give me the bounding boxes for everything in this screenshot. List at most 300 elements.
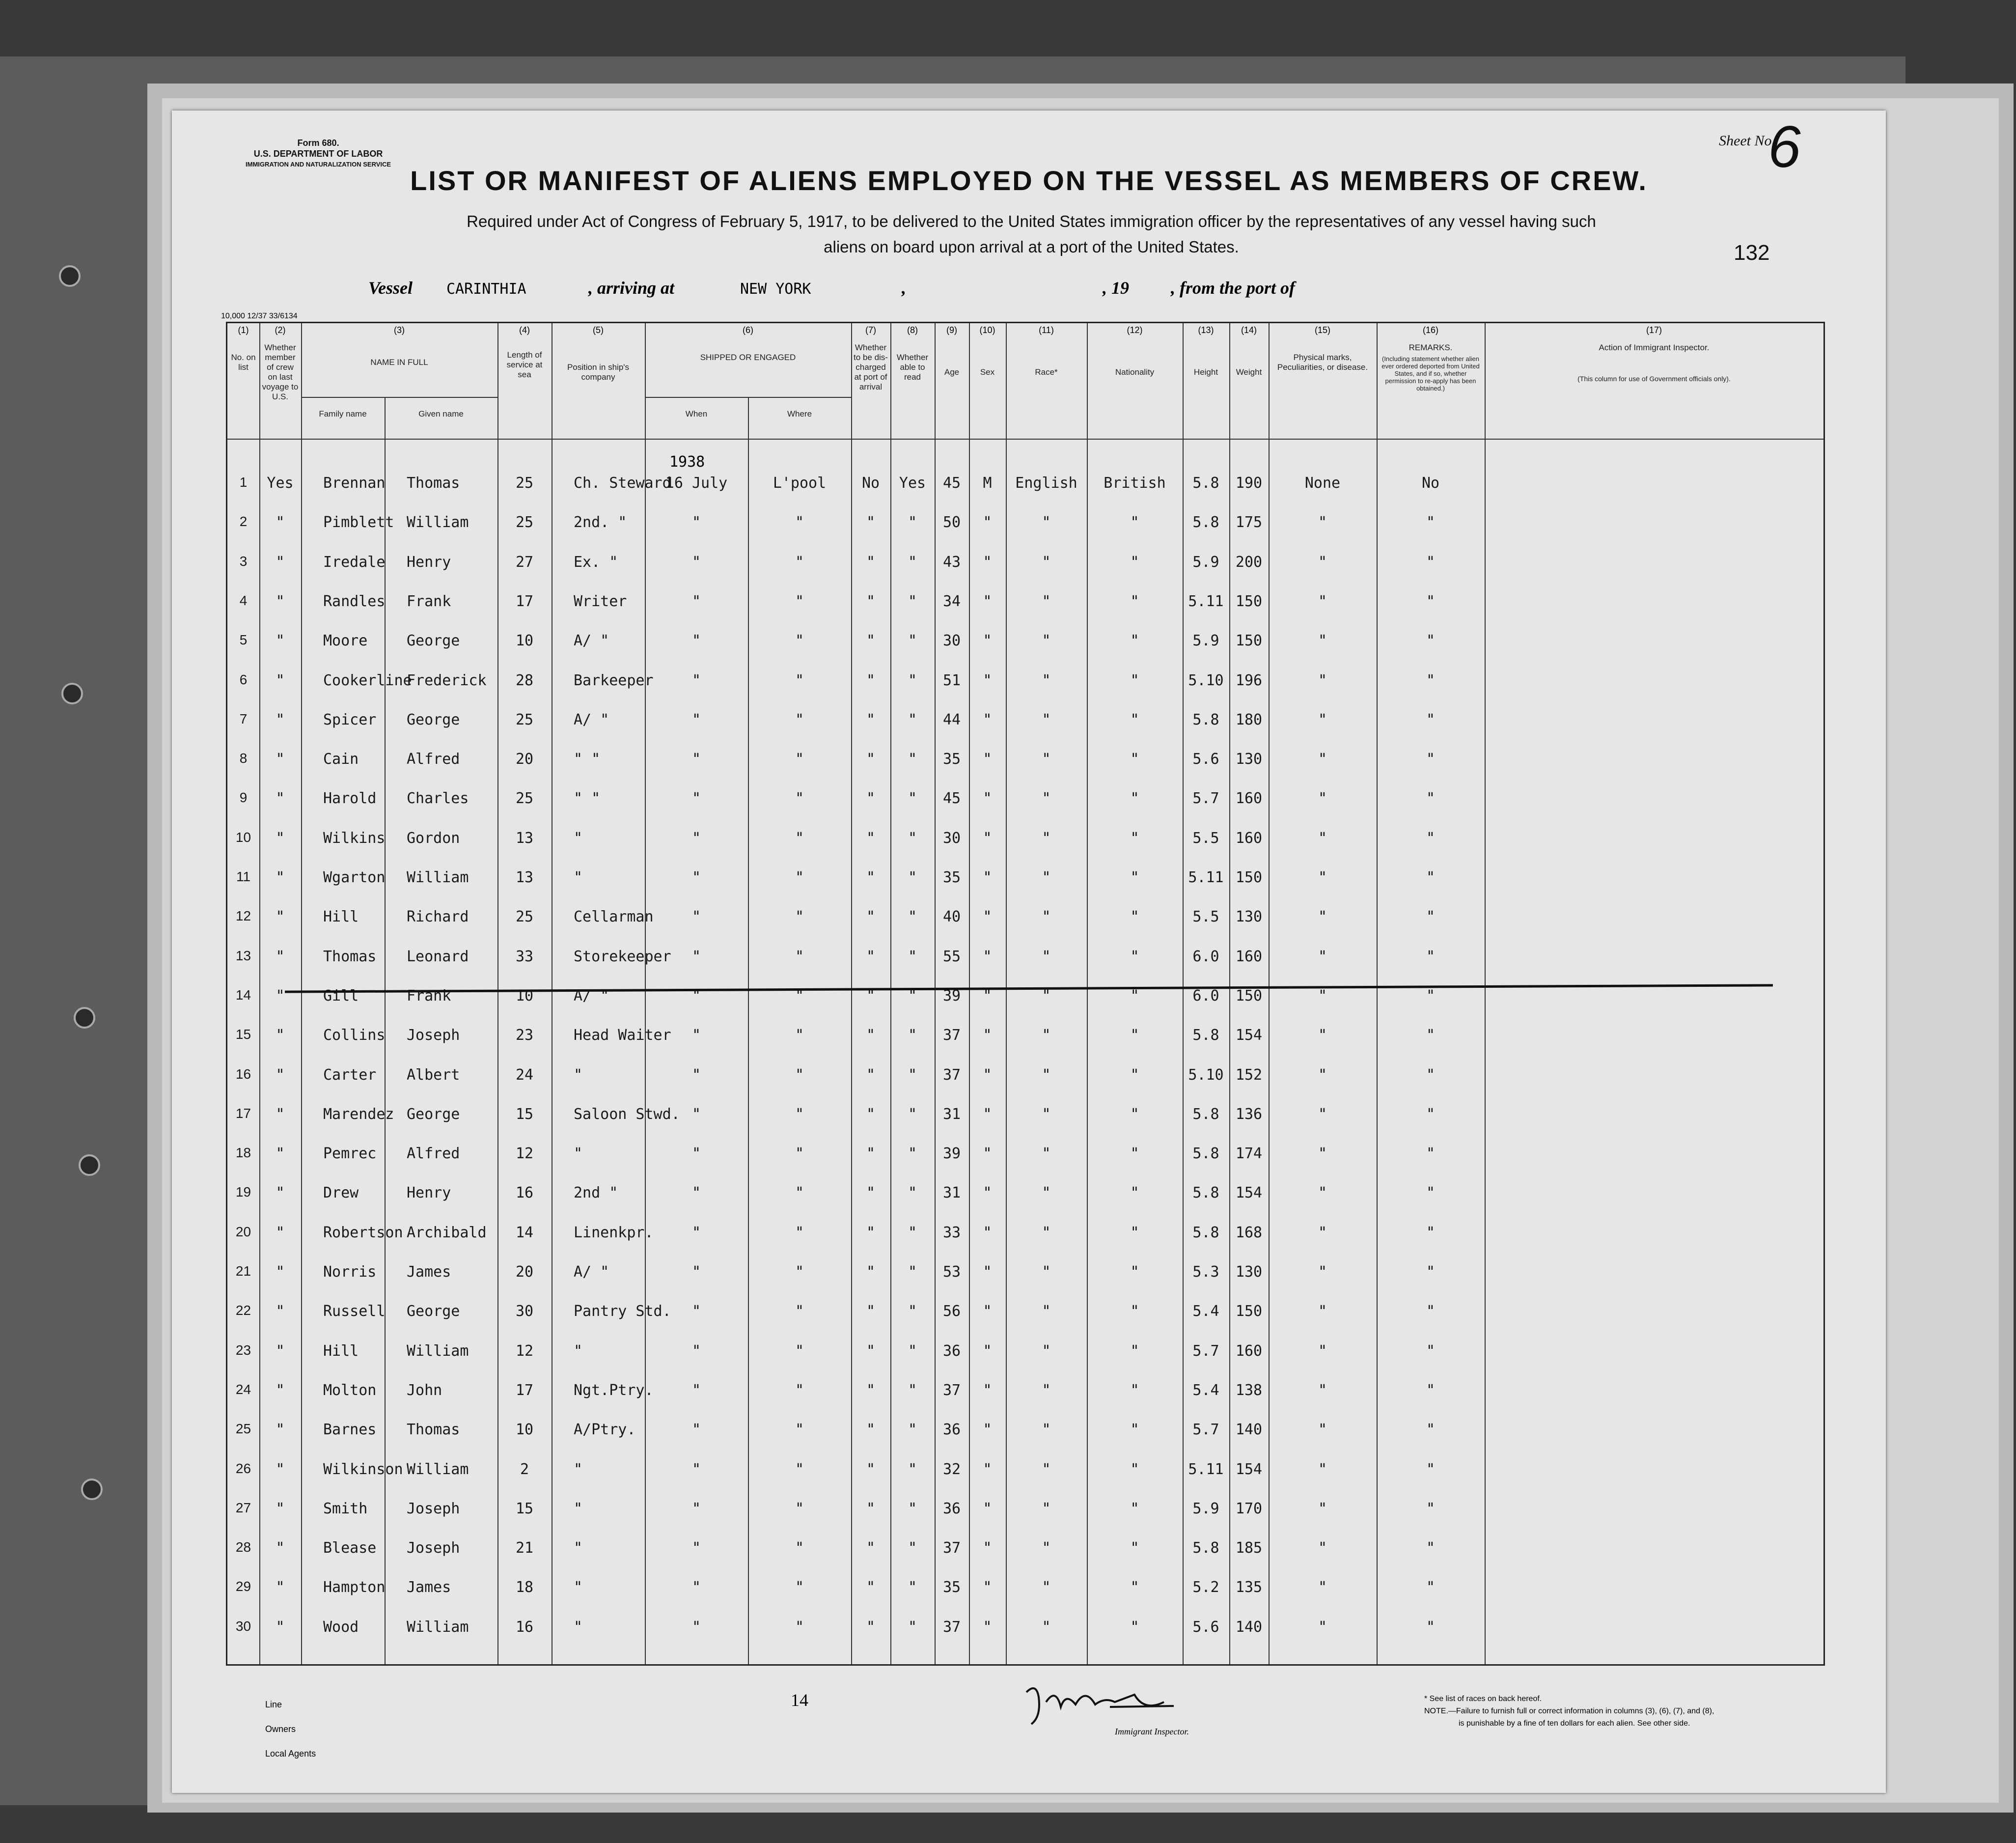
cell-race: " bbox=[1042, 1500, 1051, 1517]
subheader-divider bbox=[301, 397, 497, 398]
cell-given: William bbox=[407, 1618, 469, 1636]
cell-dis: " bbox=[866, 987, 876, 1005]
cell-when: " bbox=[691, 553, 701, 571]
cell-given: Thomas bbox=[407, 475, 460, 492]
cell-marks: " bbox=[1318, 514, 1327, 531]
cell-race: " bbox=[1042, 514, 1051, 531]
cell-race: " bbox=[1042, 869, 1051, 886]
cell-sex: " bbox=[983, 1342, 992, 1360]
cell-svc: 30 bbox=[515, 1303, 534, 1320]
cell-where: " bbox=[795, 908, 804, 926]
cell-race: " bbox=[1042, 1066, 1051, 1084]
cell-nat: " bbox=[1130, 987, 1139, 1005]
cell-n: 13 bbox=[235, 948, 251, 963]
cell-n: 14 bbox=[235, 987, 251, 1003]
cell-wt: 140 bbox=[1235, 1618, 1263, 1636]
cell-svc: 16 bbox=[515, 1184, 534, 1202]
cell-where: " bbox=[795, 632, 804, 650]
cell-race: " bbox=[1042, 1421, 1051, 1439]
cell-wt: 130 bbox=[1235, 1263, 1263, 1281]
cell-prev: " bbox=[276, 711, 285, 728]
cell-where: " bbox=[795, 1381, 804, 1399]
cell-marks: " bbox=[1318, 908, 1327, 926]
cell-when: " bbox=[691, 514, 701, 531]
cell-given: William bbox=[407, 869, 469, 886]
column-number: (3) bbox=[394, 325, 405, 335]
cell-wt: 168 bbox=[1235, 1224, 1263, 1241]
cell-pos: A/ " bbox=[574, 987, 609, 1005]
cell-given: Alfred bbox=[407, 751, 460, 768]
cell-nat: " bbox=[1130, 1027, 1139, 1044]
cell-where: " bbox=[795, 1027, 804, 1044]
cell-n: 19 bbox=[235, 1184, 251, 1200]
cell-given: Frank bbox=[407, 987, 451, 1005]
cell-where: " bbox=[795, 1105, 804, 1123]
cell-read: " bbox=[908, 829, 917, 847]
cell-svc: 16 bbox=[515, 1618, 534, 1636]
table-row bbox=[227, 1102, 1823, 1141]
table-row bbox=[227, 510, 1823, 549]
cell-rem: " bbox=[1426, 671, 1436, 689]
cell-race: " bbox=[1042, 1303, 1051, 1320]
cell-given: Joseph bbox=[407, 1027, 460, 1044]
cell-ht: 5.8 bbox=[1192, 711, 1219, 728]
cell-age: 34 bbox=[942, 592, 961, 610]
cell-svc: 13 bbox=[515, 829, 534, 847]
cell-when: " bbox=[691, 1145, 701, 1163]
cell-read: " bbox=[908, 1303, 917, 1320]
cell-age: 50 bbox=[942, 514, 961, 531]
cell-age: 43 bbox=[942, 553, 961, 571]
table-row bbox=[227, 747, 1823, 786]
cell-sex: " bbox=[983, 1066, 992, 1084]
column-header-c9: Age bbox=[944, 367, 960, 377]
cell-ht: 5.9 bbox=[1192, 553, 1219, 571]
cell-wt: 154 bbox=[1235, 1184, 1263, 1202]
cell-pos: " bbox=[574, 869, 583, 886]
cell-nat: " bbox=[1130, 829, 1139, 847]
cell-dis: " bbox=[866, 1381, 876, 1399]
cell-given: Charles bbox=[407, 790, 469, 808]
cell-wt: 150 bbox=[1235, 632, 1263, 650]
cell-marks: " bbox=[1318, 1145, 1327, 1163]
cell-read: " bbox=[908, 1381, 917, 1399]
cell-age: 45 bbox=[942, 790, 961, 808]
inspector-signature bbox=[1017, 1677, 1188, 1731]
cell-ht: 6.0 bbox=[1192, 987, 1219, 1005]
cell-svc: 20 bbox=[515, 751, 534, 768]
cell-prev: " bbox=[276, 948, 285, 965]
cell-age: 45 bbox=[942, 475, 961, 492]
cell-family: Norris bbox=[323, 1263, 377, 1281]
cell-nat: " bbox=[1130, 671, 1139, 689]
cell-wt: 150 bbox=[1235, 1303, 1263, 1320]
cell-wt: 190 bbox=[1235, 475, 1263, 492]
cell-sex: " bbox=[983, 632, 992, 650]
cell-pos: Ngt.Ptry. bbox=[574, 1381, 654, 1399]
cell-rem: " bbox=[1426, 1539, 1436, 1557]
column-header-c17: Action of Immigrant Inspector. bbox=[1599, 343, 1710, 352]
cell-nat: " bbox=[1130, 1303, 1139, 1320]
form-number: Form 680. bbox=[297, 138, 339, 148]
cell-pos: Linenkpr. bbox=[574, 1224, 654, 1241]
from-label: , from the port of bbox=[1171, 278, 1296, 298]
cell-prev: " bbox=[276, 553, 285, 571]
cell-age: 36 bbox=[942, 1342, 961, 1360]
cell-ht: 5.7 bbox=[1192, 790, 1219, 808]
cell-when: " bbox=[691, 1342, 701, 1360]
cell-where: " bbox=[795, 790, 804, 808]
column-number: (5) bbox=[593, 325, 604, 335]
cell-prev: " bbox=[276, 1381, 285, 1399]
cell-when: " bbox=[691, 987, 701, 1005]
cell-nat: " bbox=[1130, 751, 1139, 768]
cell-family: Brennan bbox=[323, 475, 386, 492]
cell-marks: " bbox=[1318, 711, 1327, 728]
cell-sex: " bbox=[983, 1460, 992, 1478]
cell-dis: " bbox=[866, 1539, 876, 1557]
cell-svc: 20 bbox=[515, 1263, 534, 1281]
owners-label: Owners bbox=[265, 1724, 296, 1734]
cell-svc: 17 bbox=[515, 592, 534, 610]
cell-wt: 185 bbox=[1235, 1539, 1263, 1557]
cell-where: L'pool bbox=[773, 475, 827, 492]
cell-prev: " bbox=[276, 1421, 285, 1439]
cell-pos: " bbox=[574, 1066, 583, 1084]
cell-prev: " bbox=[276, 1500, 285, 1517]
cell-wt: 154 bbox=[1235, 1460, 1263, 1478]
column-header-c6b: Where bbox=[787, 409, 812, 419]
cell-pos: Barkeeper bbox=[574, 671, 654, 689]
cell-where: " bbox=[795, 553, 804, 571]
cell-family: Wilkins bbox=[323, 829, 386, 847]
cell-sex: " bbox=[983, 829, 992, 847]
table-row bbox=[227, 1023, 1823, 1062]
table-row bbox=[227, 1536, 1823, 1575]
cell-when: " bbox=[691, 790, 701, 808]
cell-marks: " bbox=[1318, 829, 1327, 847]
cell-nat: " bbox=[1130, 1145, 1139, 1163]
cell-nat: " bbox=[1130, 869, 1139, 886]
cell-marks: " bbox=[1318, 948, 1327, 965]
cell-age: 51 bbox=[942, 671, 961, 689]
cell-wt: 200 bbox=[1235, 553, 1263, 571]
cell-rem: " bbox=[1426, 829, 1436, 847]
cell-svc: 18 bbox=[515, 1579, 534, 1596]
table-row bbox=[227, 1299, 1823, 1338]
cell-read: " bbox=[908, 1500, 917, 1517]
cell-ht: 5.2 bbox=[1192, 1579, 1219, 1596]
cell-dis: " bbox=[866, 948, 876, 965]
cell-dis: " bbox=[866, 1027, 876, 1044]
cell-wt: 130 bbox=[1235, 751, 1263, 768]
cell-when: " bbox=[691, 632, 701, 650]
cell-svc: 23 bbox=[515, 1027, 534, 1044]
cell-read: " bbox=[908, 553, 917, 571]
cell-rem: " bbox=[1426, 908, 1436, 926]
cell-given: Alfred bbox=[407, 1145, 460, 1163]
cell-sex: " bbox=[983, 908, 992, 926]
cell-nat: " bbox=[1130, 1342, 1139, 1360]
cell-read: " bbox=[908, 1618, 917, 1636]
cell-n: 29 bbox=[235, 1579, 251, 1594]
cell-sex: " bbox=[983, 948, 992, 965]
cell-ht: 5.8 bbox=[1192, 1539, 1219, 1557]
table-row bbox=[227, 1259, 1823, 1299]
cell-sex: " bbox=[983, 553, 992, 571]
cell-nat: " bbox=[1130, 1539, 1139, 1557]
cell-ht: 5.8 bbox=[1192, 475, 1219, 492]
cell-age: 56 bbox=[942, 1303, 961, 1320]
cell-where: " bbox=[795, 1224, 804, 1241]
cell-race: " bbox=[1042, 1105, 1051, 1123]
cell-n: 11 bbox=[236, 869, 251, 884]
cell-ht: 5.8 bbox=[1192, 1027, 1219, 1044]
cell-read: " bbox=[908, 632, 917, 650]
cell-nat: " bbox=[1130, 632, 1139, 650]
cell-prev: " bbox=[276, 1303, 285, 1320]
cell-dis: " bbox=[866, 751, 876, 768]
cell-nat: " bbox=[1130, 711, 1139, 728]
cell-pos: A/ " bbox=[574, 632, 609, 650]
cell-read: " bbox=[908, 514, 917, 531]
cell-marks: " bbox=[1318, 1421, 1327, 1439]
cell-nat: " bbox=[1130, 592, 1139, 610]
column-number: (14) bbox=[1241, 325, 1257, 335]
cell-ht: 5.8 bbox=[1192, 1224, 1219, 1241]
cell-read: " bbox=[908, 1460, 917, 1478]
cell-race: " bbox=[1042, 1381, 1051, 1399]
cell-sex: " bbox=[983, 1224, 992, 1241]
cell-when: " bbox=[691, 751, 701, 768]
cell-race: " bbox=[1042, 751, 1051, 768]
column-header-c6: SHIPPED OR ENGAGED bbox=[700, 353, 796, 362]
cell-family: Russell bbox=[323, 1303, 386, 1320]
cell-pos: Ch. Steward bbox=[574, 475, 671, 492]
column-header-c11: Race* bbox=[1035, 367, 1058, 377]
cell-where: " bbox=[795, 1145, 804, 1163]
cell-rem: " bbox=[1426, 1342, 1436, 1360]
cell-given: Henry bbox=[407, 553, 451, 571]
cell-ht: 5.8 bbox=[1192, 1184, 1219, 1202]
cell-ht: 5.10 bbox=[1188, 671, 1224, 689]
cell-dis: " bbox=[866, 1263, 876, 1281]
cell-age: 33 bbox=[942, 1224, 961, 1241]
cell-marks: " bbox=[1318, 1618, 1327, 1636]
cell-where: " bbox=[795, 1460, 804, 1478]
cell-when: " bbox=[691, 908, 701, 926]
cell-where: " bbox=[795, 1184, 804, 1202]
cell-race: " bbox=[1042, 829, 1051, 847]
cell-prev: " bbox=[276, 1066, 285, 1084]
cell-age: 37 bbox=[942, 1027, 961, 1044]
cell-svc: 15 bbox=[515, 1500, 534, 1517]
cell-dis: " bbox=[866, 592, 876, 610]
cell-sex: " bbox=[983, 1303, 992, 1320]
cell-where: " bbox=[795, 1342, 804, 1360]
cell-given: Joseph bbox=[407, 1500, 460, 1517]
cell-nat: " bbox=[1130, 1579, 1139, 1596]
cell-when: " bbox=[691, 829, 701, 847]
cell-prev: " bbox=[276, 1263, 285, 1281]
sheet-label: Sheet No. bbox=[1719, 133, 1775, 149]
cell-where: " bbox=[795, 1618, 804, 1636]
header-divider bbox=[227, 439, 1823, 440]
cell-rem: " bbox=[1426, 1066, 1436, 1084]
cell-race: " bbox=[1042, 1579, 1051, 1596]
cell-given: George bbox=[407, 632, 460, 650]
cell-n: 21 bbox=[235, 1263, 251, 1279]
cell-prev: " bbox=[276, 1539, 285, 1557]
cell-dis: " bbox=[866, 1066, 876, 1084]
cell-pos: Saloon Stwd. bbox=[574, 1105, 680, 1123]
cell-when: " bbox=[691, 711, 701, 728]
table-row bbox=[227, 1575, 1823, 1614]
column-number: (16) bbox=[1422, 325, 1438, 335]
column-number: (13) bbox=[1198, 325, 1214, 335]
cell-where: " bbox=[795, 1539, 804, 1557]
cell-family: Blease bbox=[323, 1539, 377, 1557]
cell-read: " bbox=[908, 1342, 917, 1360]
cell-race: " bbox=[1042, 1184, 1051, 1202]
column-header-c3b: Given name bbox=[418, 409, 464, 419]
cell-rem: " bbox=[1426, 1263, 1436, 1281]
cell-svc: 12 bbox=[515, 1342, 534, 1360]
cell-dis: " bbox=[866, 1342, 876, 1360]
cell-rem: " bbox=[1426, 751, 1436, 768]
cell-wt: 170 bbox=[1235, 1500, 1263, 1517]
cell-pos: " bbox=[574, 1500, 583, 1517]
cell-where: " bbox=[795, 869, 804, 886]
cell-family: Wgarton bbox=[323, 869, 386, 886]
cell-where: " bbox=[795, 671, 804, 689]
cell-svc: 10 bbox=[515, 632, 534, 650]
cell-given: Richard bbox=[407, 908, 469, 926]
cell-given: William bbox=[407, 1342, 469, 1360]
cell-read: " bbox=[908, 790, 917, 808]
cell-rem: " bbox=[1426, 553, 1436, 571]
cell-pos: A/Ptry. bbox=[574, 1421, 636, 1439]
cell-read: Yes bbox=[899, 475, 926, 492]
cell-svc: 25 bbox=[515, 711, 534, 728]
cell-given: Albert bbox=[407, 1066, 460, 1084]
cell-nat: " bbox=[1130, 1066, 1139, 1084]
cell-given: Archibald bbox=[407, 1224, 487, 1241]
cell-when: " bbox=[691, 869, 701, 886]
cell-ht: 5.8 bbox=[1192, 514, 1219, 531]
cell-age: 31 bbox=[942, 1105, 961, 1123]
cell-race: " bbox=[1042, 553, 1051, 571]
cell-nat: " bbox=[1130, 1263, 1139, 1281]
table-row bbox=[227, 1220, 1823, 1259]
cell-sex: " bbox=[983, 987, 992, 1005]
cell-prev: " bbox=[276, 1224, 285, 1241]
cell-read: " bbox=[908, 987, 917, 1005]
cell-family: Drew bbox=[323, 1184, 359, 1202]
column-header-c6a: When bbox=[685, 409, 708, 419]
cell-n: 30 bbox=[235, 1618, 251, 1634]
column-header-c15: Physical marks, Peculiarities, or disease. bbox=[1277, 353, 1368, 372]
cell-rem: " bbox=[1426, 1224, 1436, 1241]
cell-prev: " bbox=[276, 1184, 285, 1202]
cell-family: Hampton bbox=[323, 1579, 386, 1596]
department: U.S. DEPARTMENT OF LABOR bbox=[253, 149, 383, 159]
column-header-c16: REMARKS. bbox=[1408, 343, 1453, 352]
cell-when: 16 July bbox=[665, 475, 728, 492]
cell-n: 4 bbox=[239, 592, 248, 608]
cell-age: 32 bbox=[942, 1460, 961, 1478]
cell-marks: " bbox=[1318, 553, 1327, 571]
cell-race: English bbox=[1015, 475, 1077, 492]
cell-given: Frederick bbox=[407, 671, 487, 689]
cell-race: " bbox=[1042, 790, 1051, 808]
cell-sex: " bbox=[983, 671, 992, 689]
sheet-number: 6 bbox=[1768, 114, 1801, 180]
cell-pos: Storekeeper bbox=[574, 948, 671, 965]
cell-marks: None bbox=[1304, 475, 1341, 492]
cell-where: " bbox=[795, 987, 804, 1005]
cell-wt: 138 bbox=[1235, 1381, 1263, 1399]
cell-rem: " bbox=[1426, 514, 1436, 531]
cell-nat: " bbox=[1130, 1460, 1139, 1478]
cell-wt: 160 bbox=[1235, 790, 1263, 808]
cell-n: 10 bbox=[235, 829, 251, 845]
cell-race: " bbox=[1042, 1342, 1051, 1360]
cell-rem: " bbox=[1426, 1579, 1436, 1596]
column-number: (7) bbox=[865, 325, 876, 335]
cell-nat: British bbox=[1104, 475, 1166, 492]
cell-n: 7 bbox=[239, 711, 248, 726]
cell-when: " bbox=[691, 1381, 701, 1399]
vessel-line bbox=[368, 278, 1295, 298]
cell-svc: 28 bbox=[515, 671, 534, 689]
cell-prev: " bbox=[276, 1618, 285, 1636]
cell-ht: 5.11 bbox=[1188, 869, 1224, 886]
cell-prev: " bbox=[276, 987, 285, 1005]
cell-race: " bbox=[1042, 592, 1051, 610]
cell-ht: 5.5 bbox=[1192, 829, 1219, 847]
cell-race: " bbox=[1042, 711, 1051, 728]
cell-pos: A/ " bbox=[574, 1263, 609, 1281]
cell-wt: 150 bbox=[1235, 869, 1263, 886]
cell-race: " bbox=[1042, 1618, 1051, 1636]
cell-nat: " bbox=[1130, 1618, 1139, 1636]
cell-marks: " bbox=[1318, 1500, 1327, 1517]
cell-race: " bbox=[1042, 671, 1051, 689]
punch-hole bbox=[79, 1154, 100, 1176]
cell-rem: " bbox=[1426, 1145, 1436, 1163]
column-header-c5: Position in ship's company bbox=[567, 363, 630, 382]
cell-prev: " bbox=[276, 514, 285, 531]
cell-sex: " bbox=[983, 592, 992, 610]
cell-given: William bbox=[407, 1460, 469, 1478]
cell-sex: " bbox=[983, 1500, 992, 1517]
cell-sex: " bbox=[983, 1145, 992, 1163]
cell-when: " bbox=[691, 1263, 701, 1281]
cell-prev: " bbox=[276, 671, 285, 689]
cell-pos: 2nd " bbox=[574, 1184, 618, 1202]
cell-n: 5 bbox=[239, 632, 248, 648]
column-number: (12) bbox=[1127, 325, 1143, 335]
cell-family: Wood bbox=[323, 1618, 359, 1636]
column-header-c2: Whether member of crew on last voyage to U.S. bbox=[262, 343, 299, 401]
cell-rem: No bbox=[1421, 475, 1440, 492]
column-header-c14: Weight bbox=[1236, 367, 1262, 377]
cell-rem: " bbox=[1426, 869, 1436, 886]
cell-ht: 5.7 bbox=[1192, 1421, 1219, 1439]
cell-marks: " bbox=[1318, 1027, 1327, 1044]
cell-read: " bbox=[908, 711, 917, 728]
